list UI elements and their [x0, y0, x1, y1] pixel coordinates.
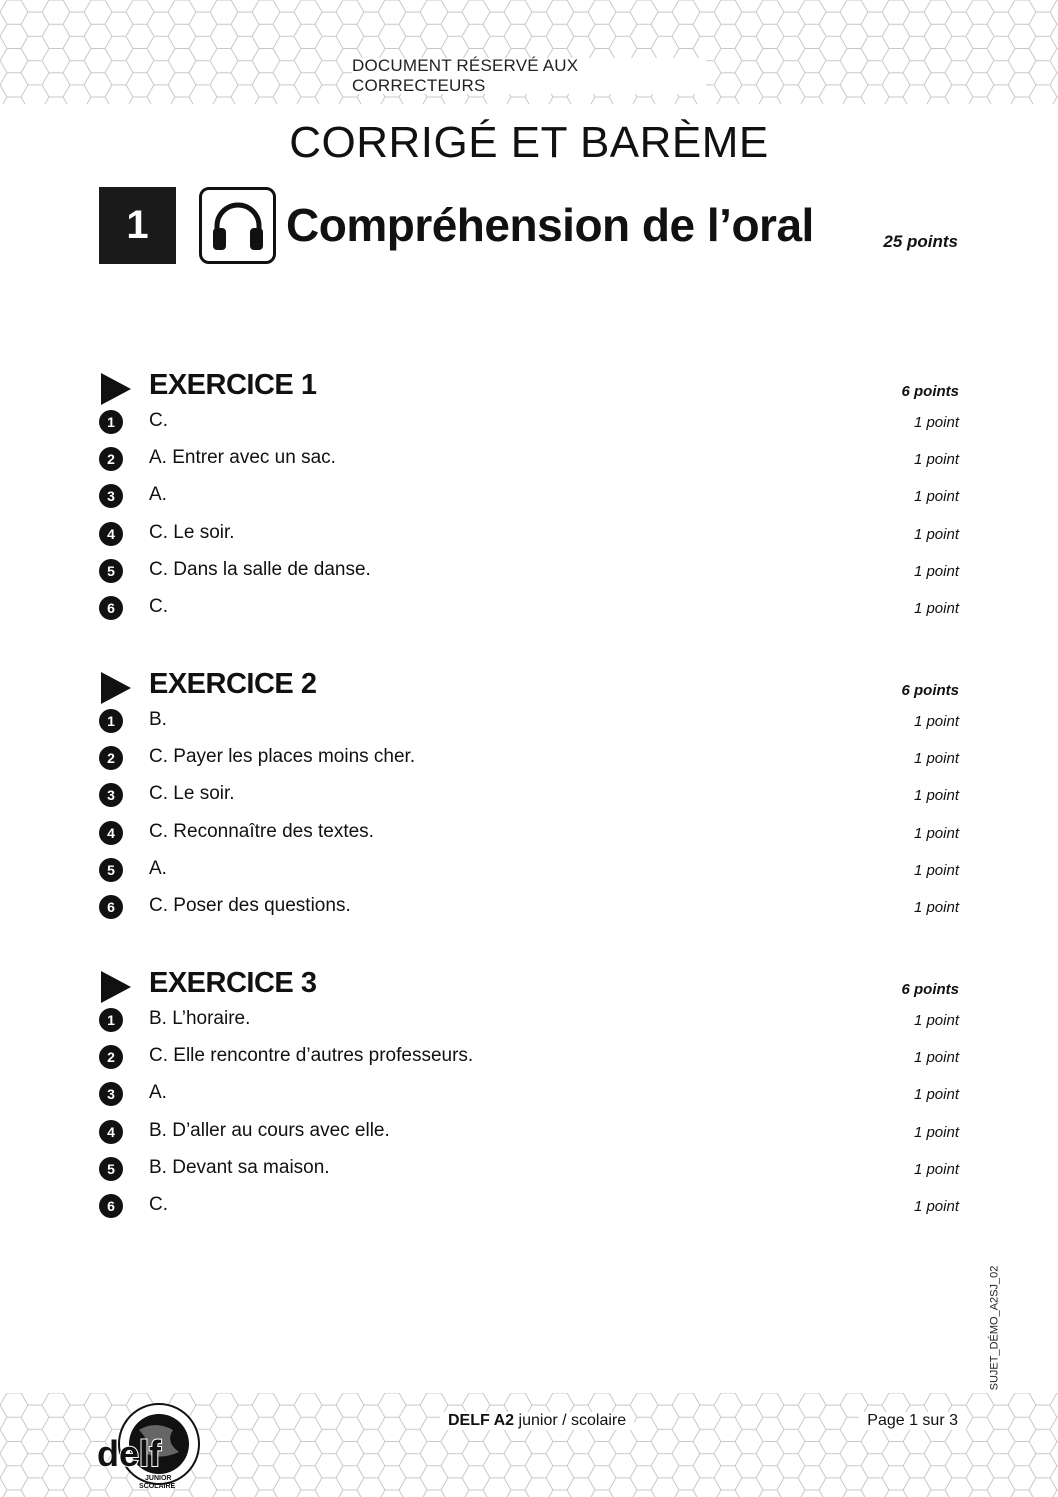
answer-text: C. [149, 1193, 168, 1215]
answer-points: 1 point [913, 599, 959, 617]
answer-points: 1 point [913, 898, 959, 916]
answer-text: A. [149, 484, 167, 506]
arrow-right-icon [101, 672, 131, 704]
answer-text: B. D’aller au cours avec elle. [149, 1119, 390, 1141]
exercise-title: EXERCICE 3 [149, 967, 317, 999]
answer-points: 1 point [913, 488, 959, 506]
answer-points: 1 point [913, 861, 959, 879]
item-number-badge: 6 [99, 596, 123, 620]
footer-exam-bold: DELF A2 [448, 1412, 515, 1429]
exercise-title: EXERCICE 2 [149, 668, 317, 700]
answer-points: 1 point [913, 414, 959, 431]
arrow-right-icon [101, 971, 131, 1003]
exercise-points: 6 points [901, 383, 959, 400]
exercise-title: EXERCICE 1 [149, 369, 317, 401]
answer-row [99, 820, 959, 857]
page-title: CORRIGÉ ET BARÈME [289, 118, 769, 167]
item-number-badge: 2 [99, 746, 123, 770]
delf-logo [95, 1400, 207, 1492]
headphones-icon [199, 187, 276, 264]
answer-text: B. [149, 709, 167, 730]
answer-points: 1 point [913, 1012, 959, 1029]
item-number-badge: 5 [99, 858, 123, 882]
answer-row [99, 708, 959, 745]
answer-text: C. [149, 595, 168, 617]
answer-row [99, 1007, 959, 1044]
answer-text: C. Le soir. [149, 521, 235, 543]
answer-row [99, 1156, 959, 1193]
answer-row [99, 446, 959, 483]
exercise-header [99, 369, 959, 409]
answer-points: 1 point [913, 1197, 959, 1215]
answer-points: 1 point [913, 525, 959, 543]
answer-points: 1 point [913, 562, 959, 580]
section-title: Compréhension de l’oral [286, 199, 814, 251]
answer-row [99, 857, 959, 894]
document-code [986, 1265, 1002, 1391]
exercise-3 [99, 967, 959, 1230]
answer-points: 1 point [913, 750, 959, 768]
answer-row [99, 782, 959, 819]
item-number-badge: 1 [99, 709, 123, 733]
answer-text: A. [149, 1082, 167, 1104]
exercise-points: 6 points [901, 981, 959, 998]
answer-row [99, 1119, 959, 1156]
item-number-badge: 4 [99, 821, 123, 845]
section-points: 25 points [883, 232, 958, 251]
item-number-badge: 2 [99, 447, 123, 471]
exercise-header [99, 668, 959, 708]
item-number-badge: 2 [99, 1045, 123, 1069]
answer-row [99, 595, 959, 632]
item-number-badge: 4 [99, 522, 123, 546]
svg-text:JUNIOR: JUNIOR [145, 1475, 172, 1482]
answer-points: 1 point [913, 787, 959, 805]
answer-row [99, 1081, 959, 1118]
reserved-banner: DOCUMENT RÉSERVÉ AUX CORRECTEURS [352, 58, 706, 94]
arrow-right-icon [101, 373, 131, 405]
exercise-header [99, 967, 959, 1007]
answer-text: C. Reconnaître des textes. [149, 820, 374, 842]
section-number: 1 [99, 187, 176, 264]
answer-points: 1 point [913, 713, 959, 730]
answer-points: 1 point [913, 1123, 959, 1141]
item-number-badge: 3 [99, 1082, 123, 1106]
document-code-text: SUJET_DÉMO_A2SJ_02 [988, 1265, 1000, 1391]
answer-text: B. L’horaire. [149, 1008, 251, 1029]
answer-text: C. [149, 410, 168, 431]
answer-row [99, 1193, 959, 1230]
answer-text: A. [149, 857, 167, 879]
item-number-badge: 1 [99, 1008, 123, 1032]
item-number-badge: 6 [99, 1194, 123, 1218]
answer-text: C. Payer les places moins cher. [149, 746, 416, 768]
answer-row [99, 409, 959, 446]
answer-text: C. Le soir. [149, 783, 235, 805]
answer-points: 1 point [913, 1049, 959, 1067]
answer-text: C. Elle rencontre d’autres professeurs. [149, 1045, 474, 1067]
item-number-badge: 5 [99, 1157, 123, 1181]
svg-text:SCOLAIRE: SCOLAIRE [139, 1483, 176, 1490]
item-number-badge: 1 [99, 410, 123, 434]
exercise-points: 6 points [901, 682, 959, 699]
footer-exam-rest: junior / scolaire [518, 1412, 627, 1429]
exercise-2 [99, 668, 959, 931]
item-number-badge: 6 [99, 895, 123, 919]
answer-row [99, 483, 959, 520]
answer-points: 1 point [913, 1086, 959, 1104]
item-number-badge: 3 [99, 783, 123, 807]
answer-text: A. Entrer avec un sac. [149, 447, 336, 469]
page-number: Page 1 sur 3 [859, 1412, 966, 1430]
answer-row [99, 894, 959, 931]
item-number-badge: 5 [99, 559, 123, 583]
answer-row [99, 745, 959, 782]
answer-text: B. Devant sa maison. [149, 1156, 330, 1178]
answer-points: 1 point [913, 824, 959, 842]
exercise-1 [99, 369, 959, 632]
answer-points: 1 point [913, 1160, 959, 1178]
answer-text: C. Dans la salle de danse. [149, 558, 371, 580]
answer-row [99, 558, 959, 595]
answer-points: 1 point [913, 451, 959, 469]
answer-row [99, 1044, 959, 1081]
item-number-badge: 3 [99, 484, 123, 508]
answer-text: C. Poser des questions. [149, 894, 351, 916]
item-number-badge: 4 [99, 1120, 123, 1144]
answer-row [99, 521, 959, 558]
svg-text:delf: delf [97, 1433, 162, 1474]
footer-exam-label [440, 1412, 634, 1430]
